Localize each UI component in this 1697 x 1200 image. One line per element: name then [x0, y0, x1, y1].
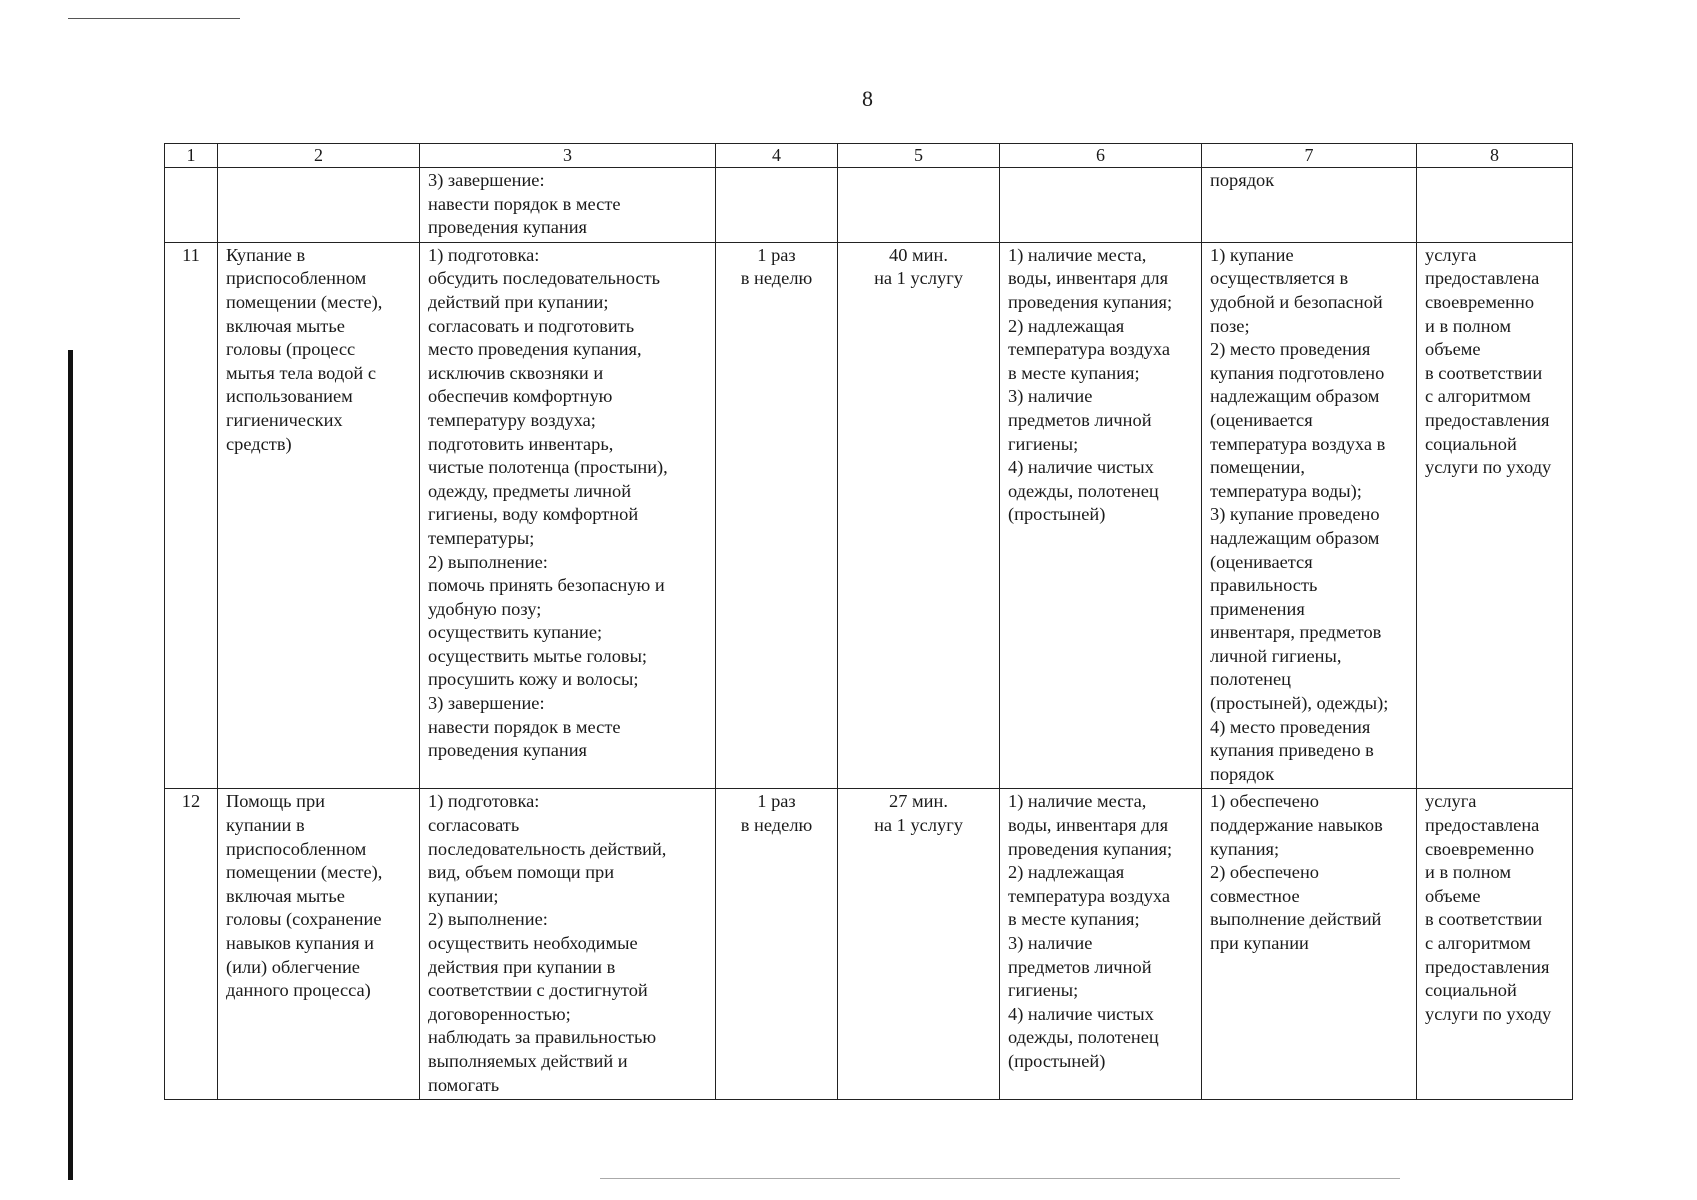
- frequency-cell: 1 раз в неделю: [716, 242, 838, 789]
- column-number: 3: [420, 144, 716, 168]
- page-number: 8: [862, 86, 873, 111]
- table-row: [165, 168, 1573, 243]
- services-table: [164, 143, 1573, 1100]
- scan-edge-bar: [68, 350, 73, 1180]
- duration-cell: 40 мин. на 1 услугу: [838, 242, 1000, 789]
- duration-cell: 27 мин. на 1 услугу: [838, 789, 1000, 1100]
- quality-cell: 1) обеспечено поддержание навыков купания; 2) обеспечено совместное выполнение действий при купании: [1202, 789, 1417, 1100]
- row-number-cell: 12: [165, 789, 218, 1100]
- column-number: 6: [1000, 144, 1202, 168]
- column-number: 1: [165, 144, 218, 168]
- service-steps-cell: 1) подготовка: согласовать последовательность действий, вид, объем помощи при купании; 2) выполнение: осуществить необходимые действия при купании в соответствии с достигнутой договоренностью; наблюдать за правильностью выполняемых действий и помогать: [420, 789, 716, 1100]
- row-number-cell: [165, 168, 218, 243]
- table-row: [165, 789, 1573, 1100]
- conditions-cell: [1000, 168, 1202, 243]
- frequency-cell: 1 раз в неделю: [716, 789, 838, 1100]
- column-number: 5: [838, 144, 1000, 168]
- service-name-cell: Купание в приспособленном помещении (месте), включая мытье головы (процесс мытья тела водой с использованием гигиенических средств): [218, 242, 420, 789]
- service-name-cell: Помощь при купании в приспособленном помещении (месте), включая мытье головы (сохранение навыков купания и (или) облегчение данного процесса): [218, 789, 420, 1100]
- service-steps-cell: 3) завершение: навести порядок в месте проведения купания: [420, 168, 716, 243]
- row-number-cell: 11: [165, 242, 218, 789]
- quality-cell: 1) купание осуществляется в удобной и безопасной позе; 2) место проведения купания подготовлено надлежащим образом (оценивается температура воздуха в помещении, температура воды); 3) купание проведено надлежащим образом (оценивается правильность применения инвентаря, предметов личной гигиены, полотенец (простыней), одежды); 4) место проведения купания приведено в порядок: [1202, 242, 1417, 789]
- frequency-cell: [716, 168, 838, 243]
- result-cell: услуга предоставлена своевременно и в полном объеме в соответствии с алгоритмом предоставления социальной услуги по уходу: [1417, 242, 1573, 789]
- column-number: 8: [1417, 144, 1573, 168]
- column-number-row: [165, 144, 1573, 168]
- conditions-cell: 1) наличие места, воды, инвентаря для проведения купания; 2) надлежащая температура воздуха в месте купания; 3) наличие предметов личной гигиены; 4) наличие чистых одежды, полотенец (простыней): [1000, 242, 1202, 789]
- top-rule: [68, 18, 240, 19]
- table-row: [165, 242, 1573, 789]
- result-cell: услуга предоставлена своевременно и в полном объеме в соответствии с алгоритмом предоставления социальной услуги по уходу: [1417, 789, 1573, 1100]
- column-number: 7: [1202, 144, 1417, 168]
- bottom-rule: [600, 1178, 1400, 1179]
- result-cell: [1417, 168, 1573, 243]
- column-number: 2: [218, 144, 420, 168]
- column-number: 4: [716, 144, 838, 168]
- duration-cell: [838, 168, 1000, 243]
- quality-cell: порядок: [1202, 168, 1417, 243]
- conditions-cell: 1) наличие места, воды, инвентаря для проведения купания; 2) надлежащая температура воздуха в месте купания; 3) наличие предметов личной гигиены; 4) наличие чистых одежды, полотенец (простыней): [1000, 789, 1202, 1100]
- service-name-cell: [218, 168, 420, 243]
- service-steps-cell: 1) подготовка: обсудить последовательность действий при купании; согласовать и подготовить место проведения купания, исключив сквозняки и обеспечив комфортную температуру воздуха; подготовить инвентарь, чистые полотенца (простыни), одежду, предметы личной гигиены, воду комфортной температуры; 2) выполнение: помочь принять безопасную и удобную позу; осуществить купание; осуществить мытье головы; просушить кожу и волосы; 3) завершение: навести порядок в месте проведения купания: [420, 242, 716, 789]
